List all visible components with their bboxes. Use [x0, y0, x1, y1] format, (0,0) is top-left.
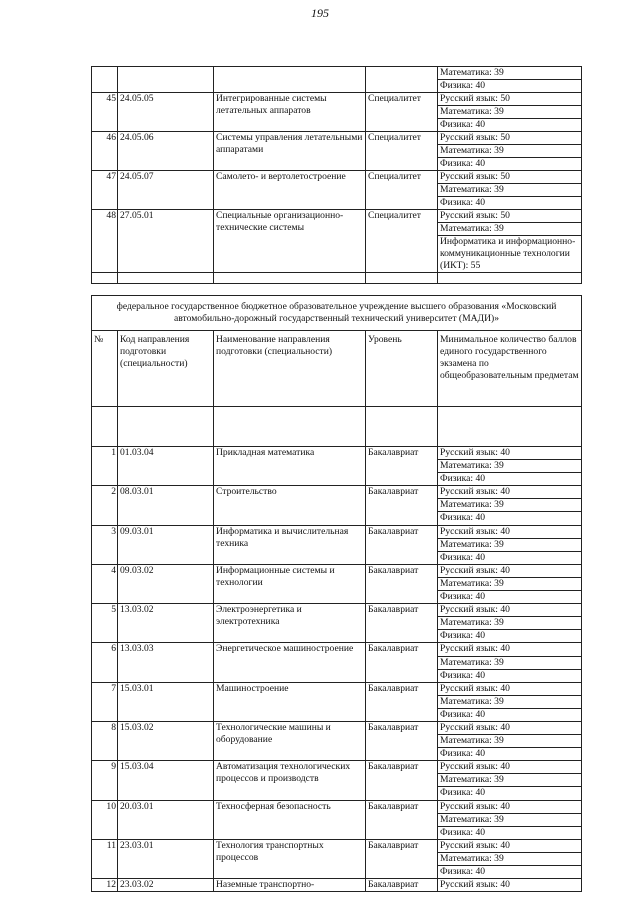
subject-score: Русский язык: 40 [438, 643, 582, 656]
spacer-cell [118, 407, 214, 447]
education-level: Специалитет [366, 171, 438, 210]
education-level: Бакалавриат [366, 879, 438, 892]
subject-score: Русский язык: 40 [438, 800, 582, 813]
institution-row [92, 296, 582, 331]
program-name: Строительство [214, 486, 366, 525]
table-row [92, 210, 582, 223]
subject-score: Физика: 40 [438, 866, 582, 879]
subject-score: Русский язык: 40 [438, 564, 582, 577]
spacer-cell [438, 273, 582, 284]
row-number: 4 [92, 564, 118, 603]
subject-score: Русский язык: 50 [438, 132, 582, 145]
subject-score: Математика: 39 [438, 67, 582, 80]
subject-score: Математика: 39 [438, 499, 582, 512]
table-row [92, 643, 582, 656]
spacer-cell [214, 407, 366, 447]
subject-score: Математика: 39 [438, 223, 582, 236]
education-level: Специалитет [366, 132, 438, 171]
table-row [92, 486, 582, 499]
program-name: Автоматизация технологических процессов и производств [214, 761, 366, 800]
row-number: 47 [92, 171, 118, 210]
subject-score: Математика: 39 [438, 813, 582, 826]
spacer-cell [366, 407, 438, 447]
table-row [92, 67, 582, 80]
program-name: Прикладная математика [214, 447, 366, 486]
program-name [214, 67, 366, 93]
subject-score: Математика: 39 [438, 695, 582, 708]
row-number: 12 [92, 879, 118, 892]
table-row [92, 171, 582, 184]
program-code [118, 67, 214, 93]
table-row [92, 604, 582, 617]
program-name: Наземные транспортно- [214, 879, 366, 892]
program-code: 23.03.01 [118, 839, 214, 878]
subject-score: Математика: 39 [438, 184, 582, 197]
program-code: 24.05.05 [118, 93, 214, 132]
row-number: 5 [92, 604, 118, 643]
education-level: Бакалавриат [366, 761, 438, 800]
program-name: Техносферная безопасность [214, 800, 366, 839]
subject-score: Русский язык: 40 [438, 604, 582, 617]
education-level: Бакалавриат [366, 604, 438, 643]
header-code: Код направления подготовки (специальности) [118, 331, 214, 407]
education-level: Бакалавриат [366, 564, 438, 603]
education-level: Бакалавриат [366, 447, 438, 486]
subject-score: Русский язык: 40 [438, 682, 582, 695]
table-row [92, 721, 582, 734]
table-row [92, 761, 582, 774]
education-level: Бакалавриат [366, 721, 438, 760]
subject-score: Физика: 40 [438, 591, 582, 604]
education-level: Бакалавриат [366, 682, 438, 721]
institution-banner: федеральное государственное бюджетное образовательное учреждение высшего образования «Московский автомобильно-дорожный государственный технический университет (МАДИ)» [92, 296, 582, 331]
education-level: Бакалавриат [366, 486, 438, 525]
table-row [92, 447, 582, 460]
subject-score: Русский язык: 50 [438, 210, 582, 223]
row-number: 7 [92, 682, 118, 721]
header-num: № [92, 331, 118, 407]
subject-score: Физика: 40 [438, 512, 582, 525]
subject-score: Русский язык: 40 [438, 879, 582, 892]
subject-score: Физика: 40 [438, 708, 582, 721]
subject-score: Математика: 39 [438, 460, 582, 473]
education-level: Бакалавриат [366, 800, 438, 839]
spacer-cell [92, 407, 118, 447]
table-row [92, 839, 582, 852]
table-row [92, 132, 582, 145]
subject-score: Физика: 40 [438, 787, 582, 800]
program-name: Самолето- и вертолетостроение [214, 171, 366, 210]
subject-score: Математика: 39 [438, 617, 582, 630]
spacer-cell [92, 273, 118, 284]
program-code: 09.03.02 [118, 564, 214, 603]
header-name: Наименование направления подготовки (специальности) [214, 331, 366, 407]
program-code: 13.03.02 [118, 604, 214, 643]
subject-score: Математика: 39 [438, 106, 582, 119]
table-row [92, 525, 582, 538]
subject-score: Физика: 40 [438, 826, 582, 839]
spacer-cell [366, 273, 438, 284]
row-number: 6 [92, 643, 118, 682]
program-code: 24.05.07 [118, 171, 214, 210]
subject-score: Русский язык: 40 [438, 721, 582, 734]
education-level: Бакалавриат [366, 643, 438, 682]
program-code: 08.03.01 [118, 486, 214, 525]
education-level: Специалитет [366, 93, 438, 132]
program-code: 01.03.04 [118, 447, 214, 486]
subject-score: Математика: 39 [438, 538, 582, 551]
program-code: 20.03.01 [118, 800, 214, 839]
spacer-row [92, 407, 582, 447]
program-code: 15.03.02 [118, 721, 214, 760]
header-level: Уровень [366, 331, 438, 407]
subject-score: Физика: 40 [438, 158, 582, 171]
program-code: 13.03.03 [118, 643, 214, 682]
spacer-cell [438, 407, 582, 447]
subject-score: Русский язык: 40 [438, 525, 582, 538]
table-row [92, 93, 582, 106]
program-code: 15.03.01 [118, 682, 214, 721]
program-name: Информатика и вычислительная техника [214, 525, 366, 564]
subject-score: Математика: 39 [438, 852, 582, 865]
education-level: Бакалавриат [366, 525, 438, 564]
subject-score: Русский язык: 40 [438, 486, 582, 499]
program-name: Электроэнергетика и электротехника [214, 604, 366, 643]
subject-score: Русский язык: 40 [438, 839, 582, 852]
program-name: Машиностроение [214, 682, 366, 721]
program-code: 23.03.02 [118, 879, 214, 892]
main-table [91, 295, 582, 892]
row-number: 46 [92, 132, 118, 171]
subject-score: Физика: 40 [438, 197, 582, 210]
program-name: Технология транспортных процессов [214, 839, 366, 878]
program-name: Информационные системы и технологии [214, 564, 366, 603]
table-row [92, 800, 582, 813]
education-level: Бакалавриат [366, 839, 438, 878]
spacer-cell [214, 273, 366, 284]
row-number: 10 [92, 800, 118, 839]
spacer-cell [118, 273, 214, 284]
program-name: Интегрированные системы летательных аппаратов [214, 93, 366, 132]
program-code: 24.05.06 [118, 132, 214, 171]
education-level [366, 67, 438, 93]
subject-score: Информатика и информационно-коммуникационные технологии (ИКТ): 55 [438, 236, 582, 273]
subject-score: Физика: 40 [438, 473, 582, 486]
row-number: 8 [92, 721, 118, 760]
row-number: 2 [92, 486, 118, 525]
row-number: 9 [92, 761, 118, 800]
table-row [92, 564, 582, 577]
table-row [92, 879, 582, 892]
subject-score: Физика: 40 [438, 551, 582, 564]
subject-score: Русский язык: 50 [438, 171, 582, 184]
subject-score: Математика: 39 [438, 774, 582, 787]
page-number: 195 [311, 6, 329, 20]
program-name: Системы управления летательными аппаратами [214, 132, 366, 171]
header-min-score: Минимальное количество баллов единого государственного экзамена по общеобразовательным предметам [438, 331, 582, 407]
subject-score: Физика: 40 [438, 630, 582, 643]
program-code: 09.03.01 [118, 525, 214, 564]
row-number: 45 [92, 93, 118, 132]
program-name: Специальные организационно-технические системы [214, 210, 366, 273]
program-name: Энергетическое машиностроение [214, 643, 366, 682]
subject-score: Физика: 40 [438, 748, 582, 761]
subject-score: Математика: 39 [438, 577, 582, 590]
program-name: Технологические машины и оборудование [214, 721, 366, 760]
row-number: 48 [92, 210, 118, 273]
program-code: 15.03.04 [118, 761, 214, 800]
subject-score: Математика: 39 [438, 735, 582, 748]
row-number [92, 67, 118, 93]
subject-score: Физика: 40 [438, 669, 582, 682]
header-row [92, 331, 582, 407]
subject-score: Физика: 40 [438, 119, 582, 132]
spacer-row [92, 273, 582, 284]
subject-score: Математика: 39 [438, 145, 582, 158]
subject-score: Русский язык: 40 [438, 447, 582, 460]
subject-score: Физика: 40 [438, 80, 582, 93]
top-table [91, 66, 582, 284]
subject-score: Русский язык: 40 [438, 761, 582, 774]
subject-score: Русский язык: 50 [438, 93, 582, 106]
subject-score: Математика: 39 [438, 656, 582, 669]
row-number: 1 [92, 447, 118, 486]
education-level: Специалитет [366, 210, 438, 273]
table-row [92, 682, 582, 695]
row-number: 11 [92, 839, 118, 878]
program-code: 27.05.01 [118, 210, 214, 273]
row-number: 3 [92, 525, 118, 564]
